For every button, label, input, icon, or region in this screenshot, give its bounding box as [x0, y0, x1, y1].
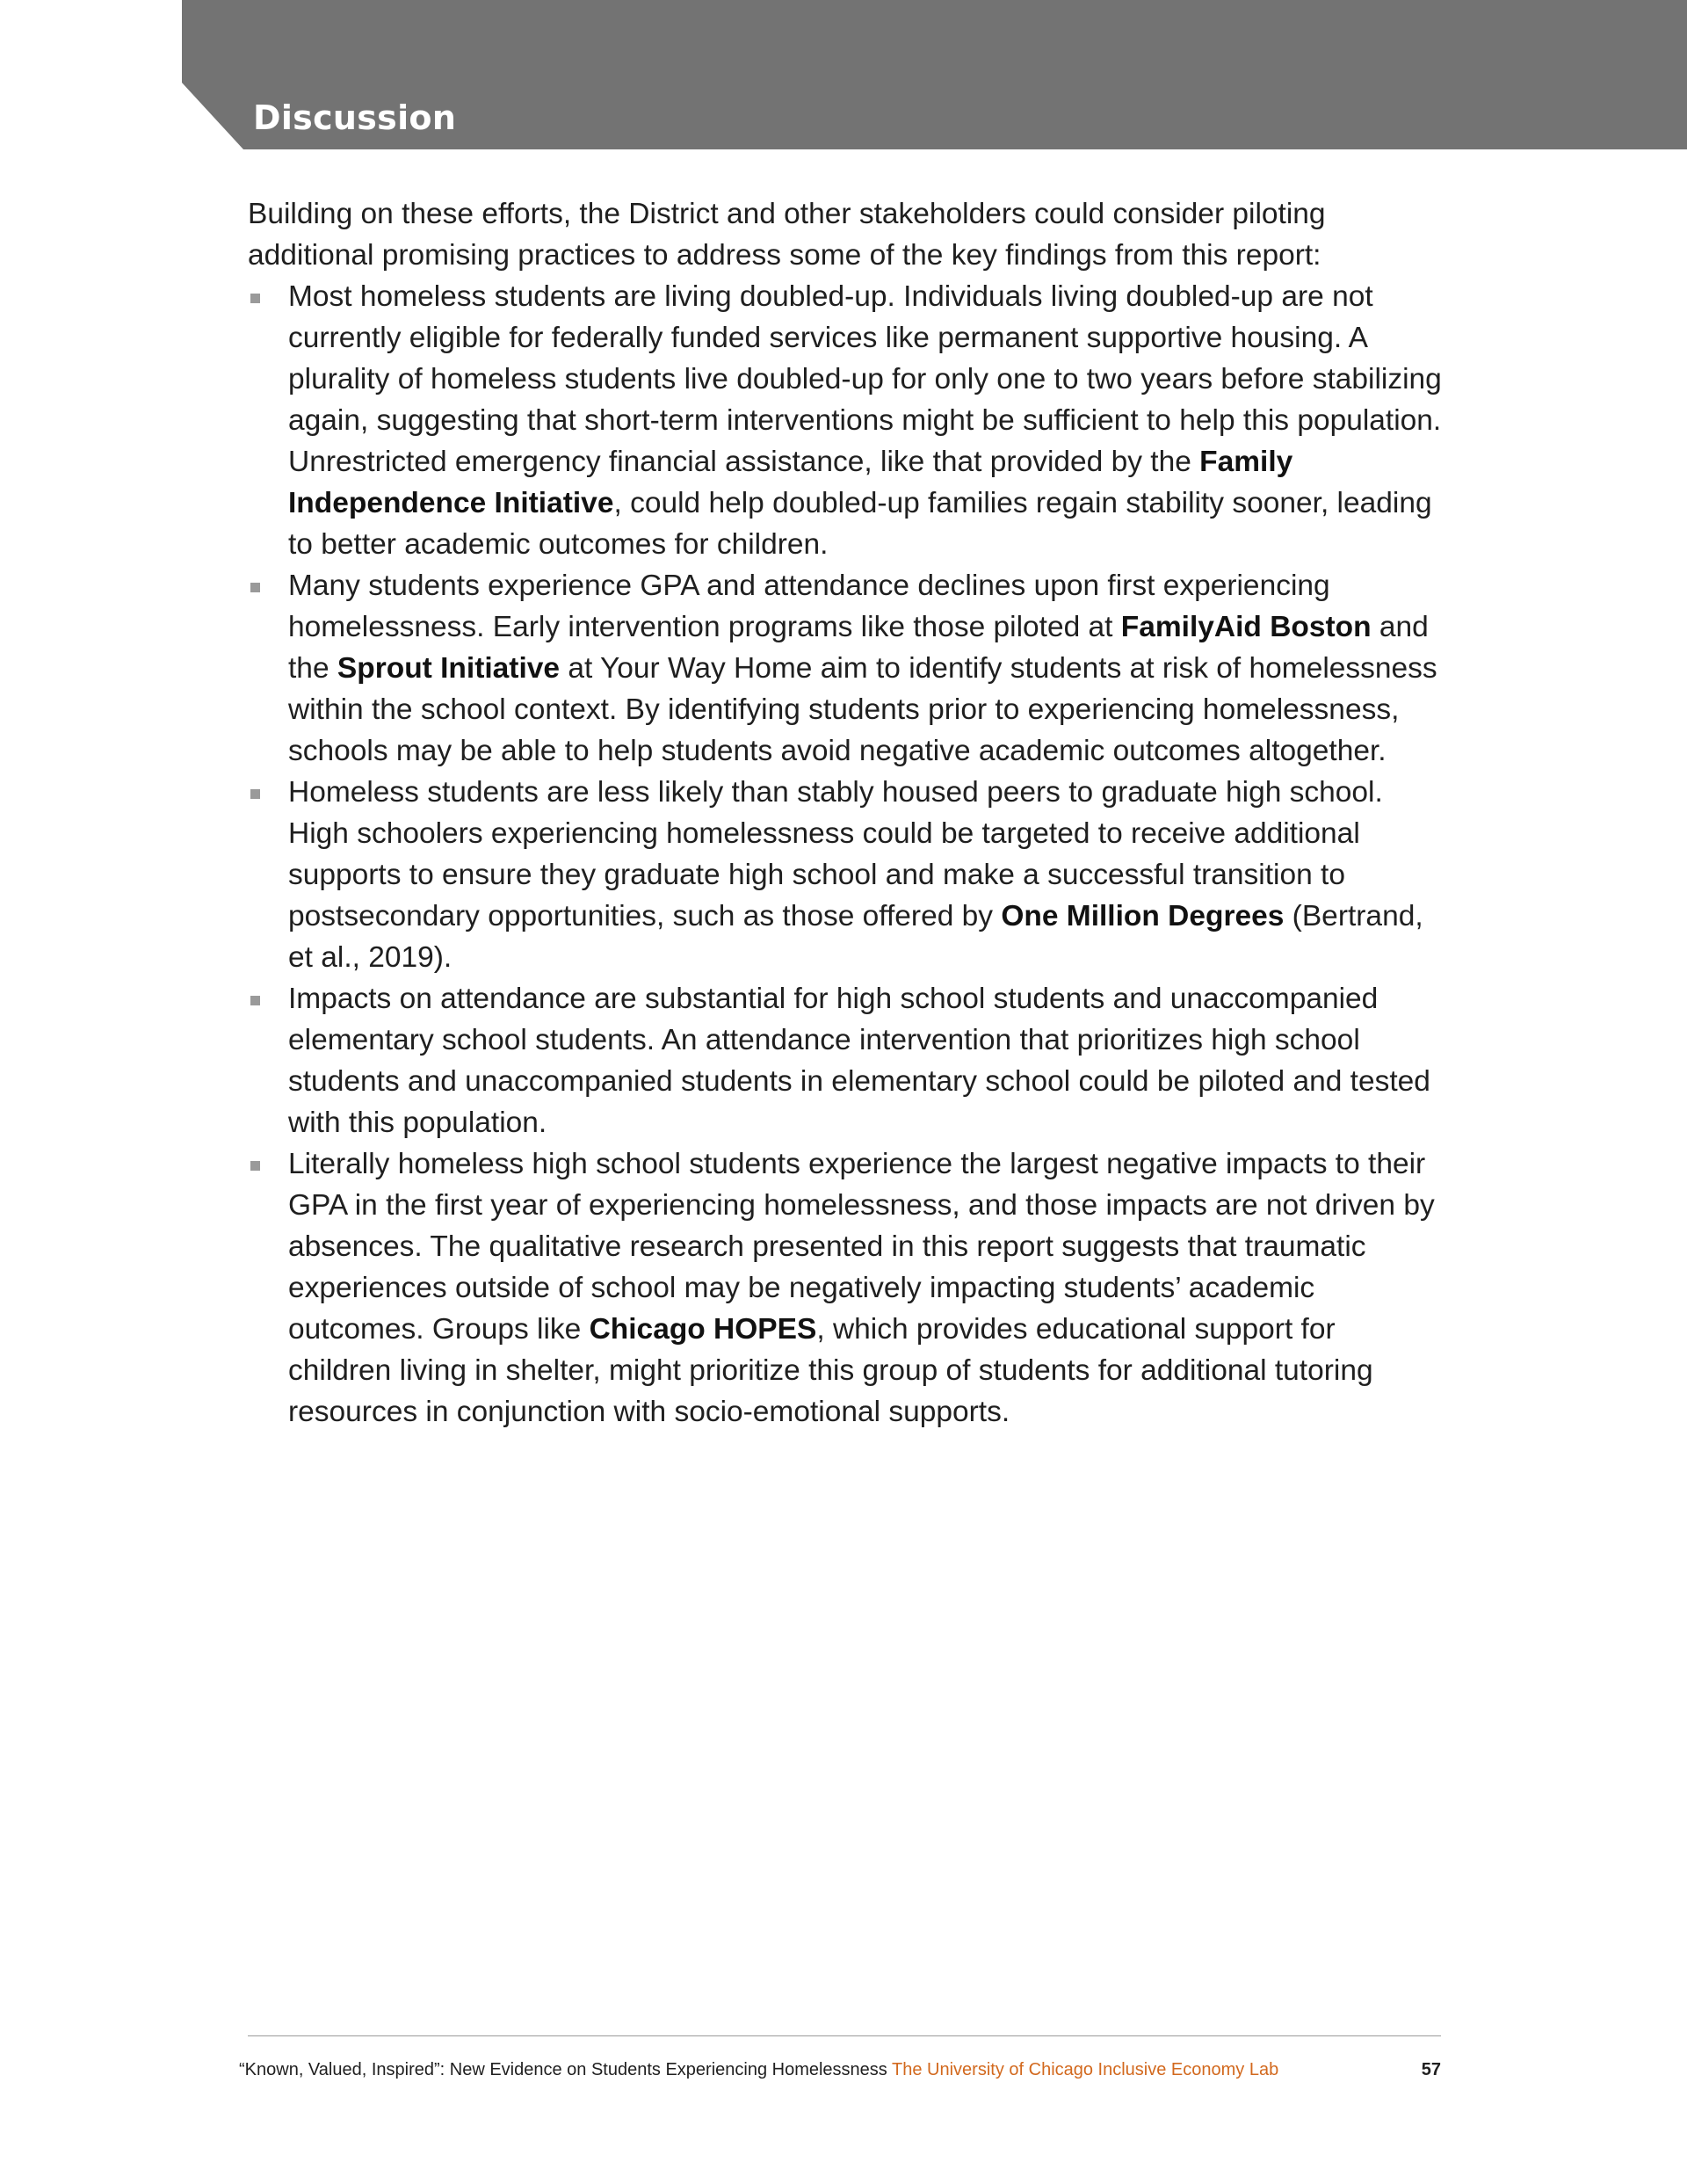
square-bullet-icon [250, 294, 260, 303]
page-footer [239, 2057, 1443, 2083]
organization-name: Family Independence Initiative [288, 446, 1293, 519]
list-item [248, 276, 1443, 565]
footer-report-title: “Known, Valued, Inspired”: New Evidence on Students Experiencing Homelessness [239, 2060, 887, 2079]
organization-name: One Million Degrees [1001, 900, 1285, 932]
square-bullet-icon [250, 1161, 260, 1171]
footer-divider [248, 2035, 1441, 2036]
footer-organization: The University of Chicago Inclusive Economy Lab [892, 2060, 1279, 2079]
intro-paragraph: Building on these efforts, the District and other stakeholders could consider piloting additional promising practices to address some of the key findings from this report: [248, 198, 1326, 272]
section-title: Discussion [253, 98, 457, 137]
list-item-text: (Bertrand, et al., 2019). [288, 900, 1423, 974]
findings-list [248, 276, 1443, 1433]
list-item [248, 565, 1443, 772]
list-item [248, 1143, 1443, 1433]
organization-name: Sprout Initiative [337, 652, 561, 685]
page-number: 57 [1421, 2060, 1441, 2079]
list-item [248, 772, 1443, 978]
list-item-text: , which provides educational support for children living in shelter, might prioritize this group of students for additional tutoring resources in conjunction with socio-emotional supports. [288, 1313, 1373, 1428]
list-item-text: Impacts on attendance are substantial for high school students and unaccompanied elementary school students. An attendance intervention that prioritizes high school students and unaccompanied students in elementary school could be piloted and tested with this population. [288, 983, 1430, 1139]
organization-name: Chicago HOPES [589, 1313, 817, 1346]
square-bullet-icon [250, 996, 260, 1005]
list-item-text: at Your Way Home aim to identify students at risk of homelessness within the school context. By identifying students prior to experiencing homelessness, schools may be able to help students avoid negative academic outcomes altogether. [288, 652, 1437, 767]
list-item-text: Homeless students are less likely than stably housed peers to graduate high school. High schoolers experiencing homelessness could be targeted to receive additional supports to ensure they graduate high school and make a successful transition to postsecondary opportunities, such as those offered by [288, 776, 1383, 932]
organization-name: FamilyAid Boston [1120, 611, 1372, 643]
list-item-text: Many students experience GPA and attendance declines upon first experiencing homelessness. Early intervention programs like those piloted at [288, 570, 1330, 643]
list-item-text: and the [288, 611, 1429, 685]
list-item [248, 978, 1443, 1143]
list-item-text: , could help doubled-up families regain stability sooner, leading to better academic outcomes for children. [288, 487, 1432, 561]
list-item-text: Literally homeless high school students experience the largest negative impacts to their GPA in the first year of experiencing homelessness, and those impacts are not driven by absences. The qualitative research presented in this report suggests that traumatic experiences outside of school may be negatively impacting students’ academic outcomes. Groups like [288, 1148, 1435, 1346]
square-bullet-icon [250, 583, 260, 592]
main-content [248, 193, 1443, 1433]
square-bullet-icon [250, 789, 260, 799]
list-item-text: Most homeless students are living doubled-up. Individuals living doubled-up are not currently eligible for federally funded services like permanent supportive housing. A plurality of homeless students live doubled-up for only one to two years before stabilizing again, suggesting that short-term interventions might be sufficient to help this population. Unrestricted emergency financial assistance, like that provided by the [288, 280, 1442, 478]
